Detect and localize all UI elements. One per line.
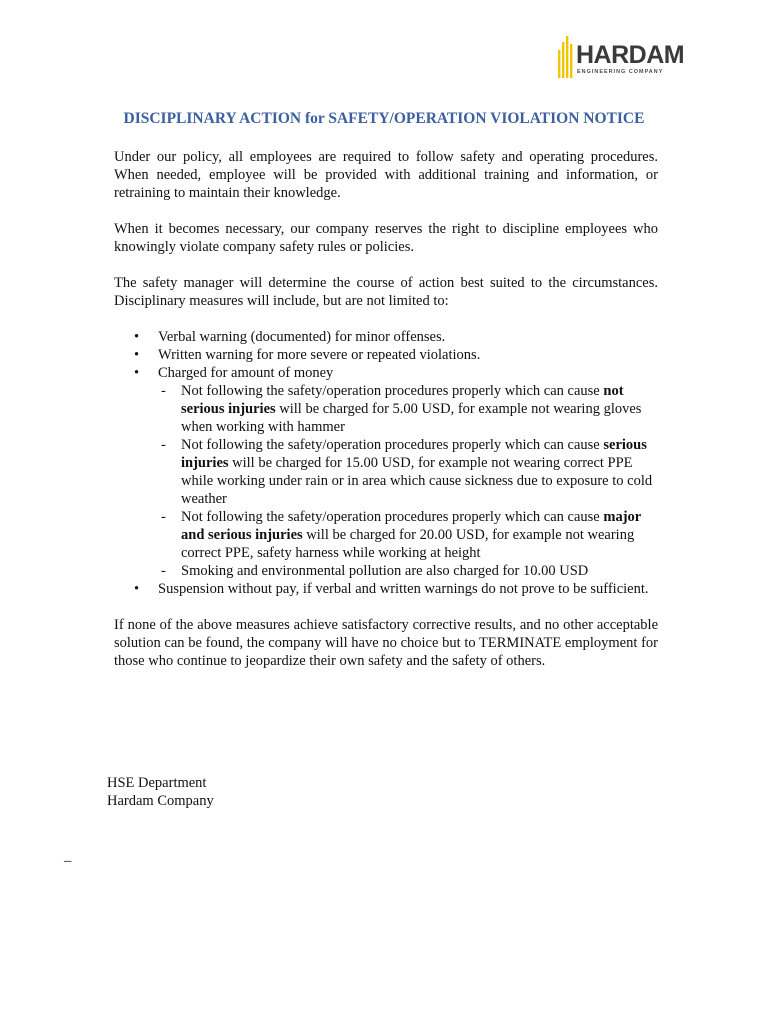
- list-item-written-warning: • Written warning for more severe or repeated violations.: [114, 346, 658, 364]
- charge-item-not-serious: [158, 382, 658, 436]
- list-item-verbal-warning: • Verbal warning (documented) for minor offenses.: [114, 328, 658, 346]
- charged-label: Charged for amount of money: [158, 365, 334, 381]
- charge-item-major: [158, 508, 658, 562]
- charge-item-smoking: - Smoking and environmental pollution are also charged for 10.00 USD: [158, 562, 658, 580]
- signature-department: HSE Department: [107, 775, 207, 791]
- list-item-charged: [114, 364, 658, 580]
- charge-text: will be charged for 20.00 USD, for example not wearing correct PPE, safety harness while working at height: [181, 527, 635, 561]
- list-item-suspension: • Suspension without pay, if verbal and written warnings do not prove to be sufficient.: [114, 580, 658, 598]
- paragraph-closing: If none of the above measures achieve satisfactory corrective results, and no other acceptable solution can be found, the company will have no choice but to TERMINATE employment for those who continue to jeopardize their own safety and the safety of others.: [114, 617, 658, 669]
- footer-mark: _: [64, 848, 72, 864]
- charge-text: Not following the safety/operation procedures properly which can cause: [181, 437, 604, 453]
- charge-text: Not following the safety/operation procedures properly which can cause: [181, 383, 604, 399]
- logo-subtitle: ENGINEERING COMPANY: [577, 69, 664, 75]
- charge-text: Not following the safety/operation procedures properly which can cause: [181, 509, 604, 525]
- measures-list: [114, 328, 658, 598]
- logo-bars-icon: [558, 36, 574, 78]
- paragraph-policy: Under our policy, all employees are required to follow safety and operating procedures. When needed, employee will be provided with additional training and information, or retraining to maintain their knowledge.: [114, 149, 658, 201]
- charges-list: [158, 382, 658, 580]
- company-logo: [558, 36, 685, 80]
- paragraph-rights: When it becomes necessary, our company reserves the right to discipline employees who knowingly violate company safety rules or policies.: [114, 221, 658, 255]
- charge-severity: major and serious injuries: [181, 509, 641, 543]
- charge-item-serious: [158, 436, 658, 508]
- charge-text: will be charged for 5.00 USD, for example not wearing gloves when working with hammer: [181, 401, 642, 435]
- notice-body: [114, 148, 658, 670]
- charge-severity: serious injuries: [181, 437, 647, 471]
- signature-block: [107, 774, 214, 810]
- charge-text: will be charged for 15.00 USD, for example not wearing correct PPE while working under rain or in area which cause sickness due to exposure to cold weather: [181, 455, 653, 507]
- notice-title: DISCIPLINARY ACTION for SAFETY/OPERATION VIOLATION NOTICE: [123, 110, 645, 127]
- logo-wordmark: HARDAM: [576, 41, 685, 69]
- charge-severity: not serious injuries: [181, 383, 624, 417]
- paragraph-measures: The safety manager will determine the course of action best suited to the circumstances. Disciplinary measures will include, but are not limited to:: [114, 275, 658, 309]
- signature-company: Hardam Company: [107, 793, 214, 809]
